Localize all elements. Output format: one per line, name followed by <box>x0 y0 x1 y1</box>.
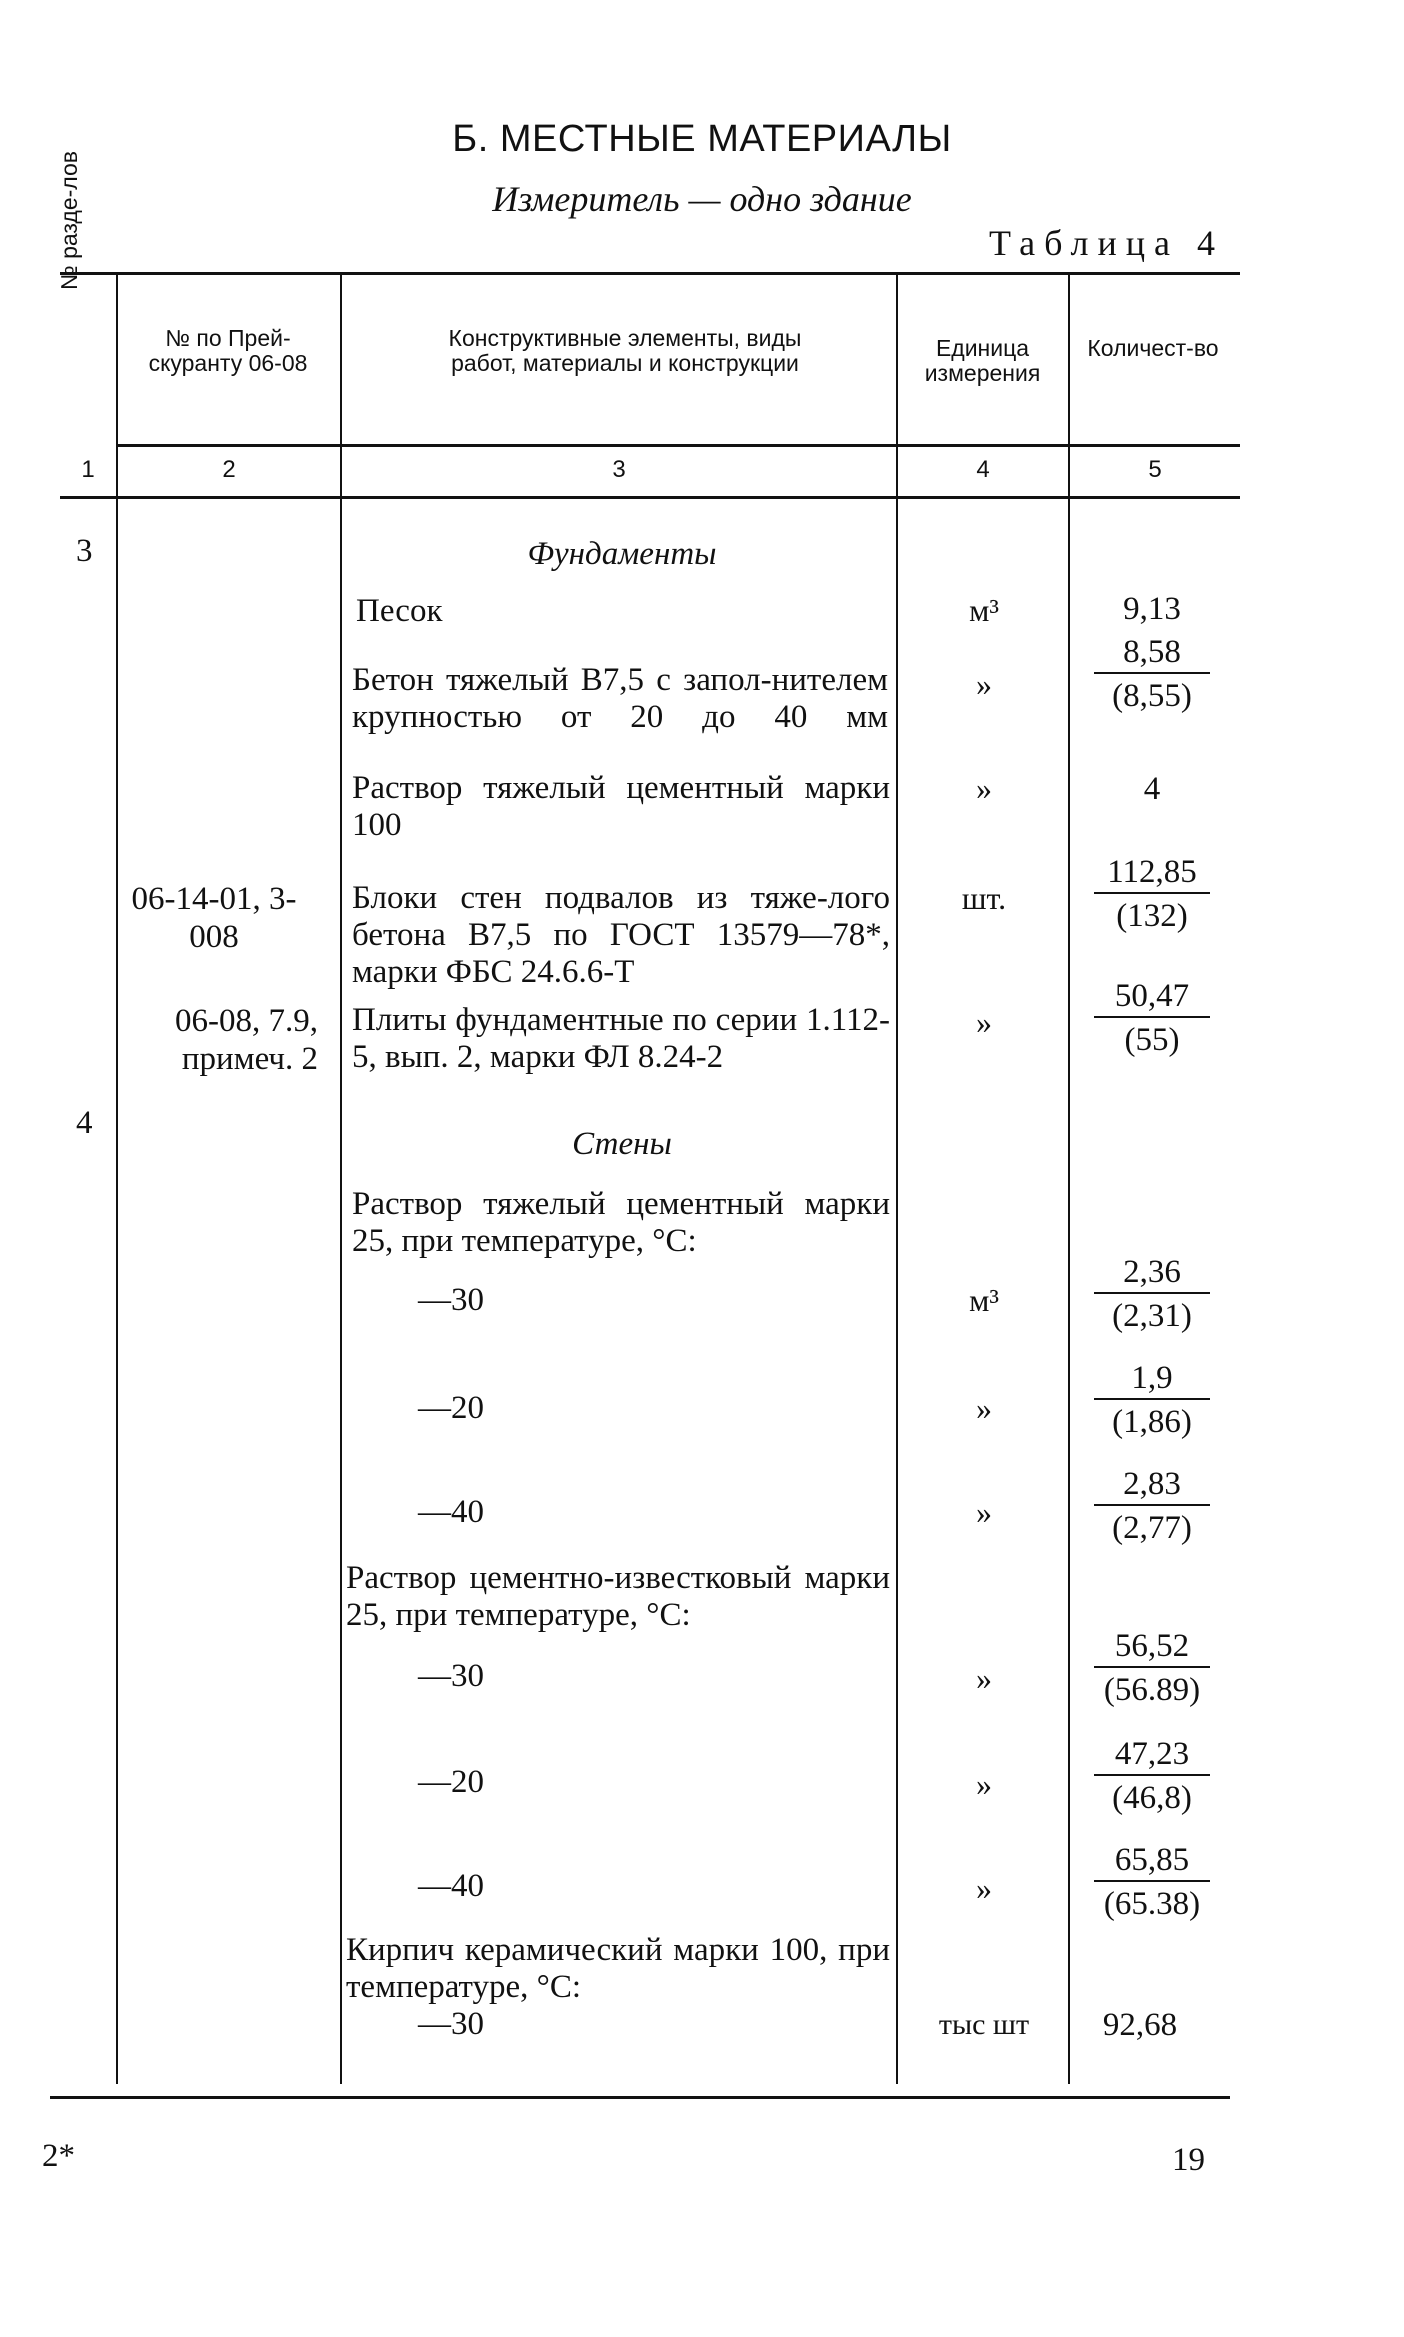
row-r25-m20-unit: » <box>976 1390 992 1426</box>
row-kir-m30-qty: 92,68 <box>1102 2007 1178 2043</box>
row-bloki-qty-main: 112,85 <box>1094 852 1210 894</box>
row-r25-m40-temp: —40 <box>418 1494 484 1530</box>
section-title-walls: Стены <box>572 1126 672 1162</box>
row-r25-m20-qty <box>1094 1358 1210 1440</box>
row-kir-m30-unit: тыс шт <box>938 2008 1030 2041</box>
row-bloki-desc: Блоки стен подвалов из тяже-лого бетона В7,5 по ГОСТ 13579—78*, марки ФБС 24.6.6-Т <box>352 880 890 990</box>
row-izv-m30-temp: —30 <box>418 1658 484 1694</box>
row-r25-m30-qty-alt: (2,31) <box>1112 1298 1192 1334</box>
row-izv25-desc: Раствор цементно-известковый марки 25, при температуре, °С: <box>346 1560 890 1633</box>
row-beton-unit: » <box>976 666 992 702</box>
row-izv-m20-qty <box>1094 1734 1210 1816</box>
measure-subtitle: Измеритель — одно здание <box>492 179 912 219</box>
row-rastvor100-unit: » <box>976 770 992 806</box>
row-r25-m40-unit: » <box>976 1494 992 1530</box>
header-col5: Количест-во <box>1087 335 1219 361</box>
col-divider-4 <box>1068 274 1070 2084</box>
row-izv-m20-qty-alt: (46,8) <box>1112 1780 1192 1816</box>
row-plity-pricelist: 06-08, 7.9, примеч. 2 <box>175 1003 318 1077</box>
row-izv-m30-unit: » <box>976 1660 992 1696</box>
row-izv-m30-qty-main: 56,52 <box>1094 1626 1210 1668</box>
row-plity-unit: » <box>976 1004 992 1040</box>
row-r25-m30-unit: м³ <box>969 1282 999 1318</box>
row-izv-m40-unit: » <box>976 1870 992 1906</box>
row-plity-qty-main: 50,47 <box>1094 976 1210 1018</box>
row-r25-m20-qty-main: 1,9 <box>1094 1358 1210 1400</box>
row-izv-m30-qty <box>1094 1626 1210 1708</box>
row-izv-m20-qty-main: 47,23 <box>1094 1734 1210 1776</box>
header-bottom-rule <box>118 444 1240 447</box>
row-r25-m40-qty <box>1094 1464 1210 1546</box>
row-kirpich-desc: Кирпич керамический марки 100, при температуре, °С: <box>346 1932 890 2005</box>
section-number-3: 3 <box>76 533 93 569</box>
colnum-bottom-rule <box>60 496 1240 499</box>
colnum-1: 1 <box>81 456 95 483</box>
table-bottom-rule <box>50 2096 1230 2099</box>
header-col3: Конструктивные элементы, виды работ, материалы и конструкции <box>448 325 802 376</box>
row-izv-m40-qty <box>1094 1840 1210 1922</box>
row-izv-m20-temp: —20 <box>418 1764 484 1800</box>
row-bloki-qty-alt: (132) <box>1116 898 1188 934</box>
col-divider-1 <box>116 274 118 2084</box>
section-title: Б. МЕСТНЫЕ МАТЕРИАЛЫ <box>452 118 952 160</box>
row-r25-m30-temp: —30 <box>418 1282 484 1318</box>
row-izv-m40-qty-alt: (65.38) <box>1103 1886 1201 1922</box>
section-number-4: 4 <box>76 1105 93 1141</box>
colnum-5: 5 <box>1148 456 1162 483</box>
row-bloki-qty <box>1094 852 1210 934</box>
row-r25-m40-qty-alt: (2,77) <box>1112 1510 1192 1546</box>
row-rastvor25-desc: Раствор тяжелый цементный марки 25, при температуре, °С: <box>352 1186 890 1259</box>
row-r25-m20-qty-alt: (1,86) <box>1112 1404 1192 1440</box>
colnum-4: 4 <box>976 456 990 483</box>
row-plity-qty <box>1094 976 1210 1058</box>
row-rastvor100-desc: Раствор тяжелый цементный марки 100 <box>352 770 890 843</box>
row-bloki-pricelist: 06-14-01, 3-008 <box>131 881 297 955</box>
row-pesok-qty: 9,13 <box>1123 591 1181 627</box>
row-plity-desc: Плиты фундаментные по серии 1.112-5, вып. 2, марки ФЛ 8.24-2 <box>352 1002 890 1075</box>
section-title-foundations: Фундаменты <box>527 536 717 572</box>
table-top-rule <box>60 272 1240 275</box>
row-bloki-unit: шт. <box>961 880 1007 916</box>
row-rastvor100-qty: 4 <box>1143 771 1161 807</box>
header-col2: № по Прей-скуранту 06-08 <box>148 325 308 376</box>
row-r25-m30-qty <box>1094 1252 1210 1334</box>
row-r25-m30-qty-main: 2,36 <box>1094 1252 1210 1294</box>
row-beton-qty <box>1094 632 1210 714</box>
row-izv-m40-temp: —40 <box>418 1868 484 1904</box>
row-pesok-unit: м³ <box>969 592 999 628</box>
page-number: 19 <box>1172 2142 1205 2178</box>
row-beton-qty-alt: (8,55) <box>1112 678 1192 714</box>
row-plity-qty-alt: (55) <box>1124 1022 1180 1058</box>
footer-signature-mark: 2* <box>42 2138 75 2174</box>
colnum-3: 3 <box>612 456 626 483</box>
row-r25-m40-qty-main: 2,83 <box>1094 1464 1210 1506</box>
row-izv-m30-qty-alt: (56.89) <box>1103 1672 1201 1708</box>
header-col4: Единица измерения <box>924 335 1041 386</box>
row-kir-m30-temp: —30 <box>418 2006 484 2042</box>
row-beton-desc: Бетон тяжелый В7,5 с запол-нителем крупностью от 20 до 40 мм <box>352 662 888 735</box>
header-col1: № разде-лов <box>56 151 82 290</box>
row-beton-qty-main: 8,58 <box>1094 632 1210 674</box>
row-izv-m20-unit: » <box>976 1766 992 1802</box>
table-caption: Таблица 4 <box>989 223 1224 263</box>
row-izv-m40-qty-main: 65,85 <box>1094 1840 1210 1882</box>
colnum-2: 2 <box>222 456 236 483</box>
row-r25-m20-temp: —20 <box>418 1390 484 1426</box>
row-pesok-desc: Песок <box>356 593 443 629</box>
